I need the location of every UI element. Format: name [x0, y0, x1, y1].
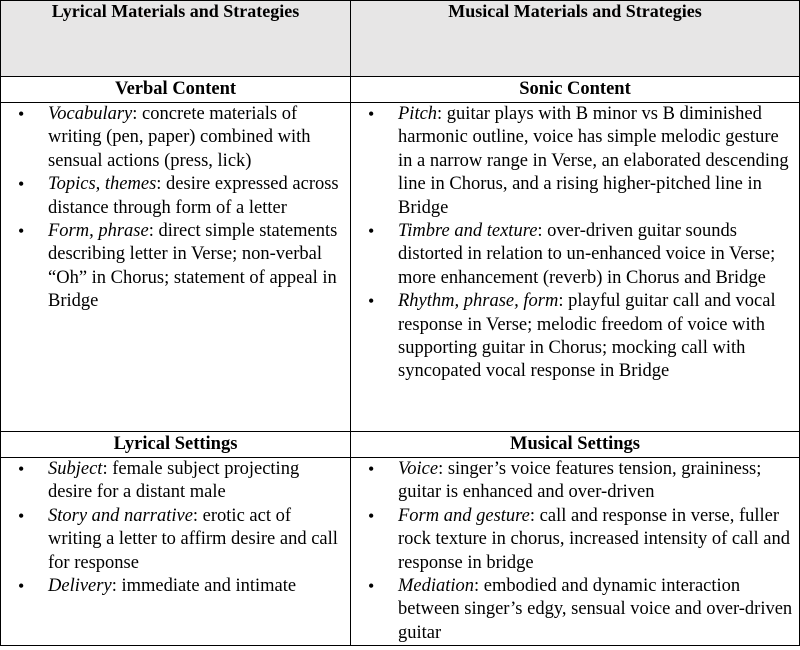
- item-text: : female subject projecting desire for a distant male: [48, 459, 300, 503]
- lyrical-settings-cell: [1, 458, 351, 646]
- list-item: [351, 220, 799, 290]
- item-text: : embodied and dynamic interaction between singer’s edgy, sensual voice and over-driven guitar: [398, 576, 793, 643]
- item-text: : guitar plays with B minor vs B diminished harmonic outline, voice has simple melodic gesture in a narrow range in Verse, an elaborated descending line in Chorus, and a rising higher-pitched line in Bridge: [398, 104, 789, 218]
- item-text: : desire expressed across distance through form of a letter: [48, 174, 339, 218]
- item-term: Form, phrase: [48, 221, 149, 242]
- item-term: Mediation: [398, 576, 475, 597]
- list-item: [1, 575, 350, 598]
- sonic-content-cell: [351, 103, 800, 432]
- section-title-row-2: [1, 432, 800, 458]
- item-term: Subject: [48, 459, 103, 479]
- list-item: [351, 290, 799, 384]
- header-row: [1, 1, 800, 77]
- item-term: Timbre and texture: [398, 221, 538, 242]
- item-term: Pitch: [398, 104, 438, 124]
- section-title-verbal-content: Verbal Content: [1, 77, 351, 103]
- item-text: : erotic act of writing a letter to affirm desire and call for response: [48, 505, 338, 573]
- section-title-musical-settings: Musical Settings: [351, 432, 800, 458]
- list-item: [351, 505, 799, 575]
- section-title-row-1: [1, 77, 800, 103]
- item-term: Voice: [398, 459, 439, 479]
- item-term: Topics, themes: [48, 174, 157, 195]
- item-text: : concrete materials of writing (pen, paper) combined with sensual actions (press, lick): [48, 104, 311, 171]
- verbal-content-cell: [1, 103, 351, 432]
- item-text: : over-driven guitar sounds distorted in relation to un-enhanced voice in Verse; more enhancement (reverb) in Chorus and Bridge: [398, 221, 776, 288]
- content-row-2: [1, 458, 800, 646]
- list-item: [1, 103, 350, 173]
- list-item: [1, 505, 350, 575]
- item-text: : call and response in verse, fuller rock texture in chorus, increased intensity of call and response in bridge: [398, 505, 790, 573]
- list-item: [1, 220, 350, 314]
- content-row-1: [1, 103, 800, 432]
- list-item: [351, 103, 799, 220]
- item-text: : singer’s voice features tension, graininess; guitar is enhanced and over-driven: [398, 459, 762, 503]
- header-musical: Musical Materials and Strategies: [351, 1, 800, 77]
- list-item: [1, 173, 350, 220]
- list-item: [351, 575, 799, 645]
- header-lyrical: Lyrical Materials and Strategies: [1, 1, 351, 77]
- list-item: [1, 458, 350, 505]
- item-term: Vocabulary: [48, 104, 133, 124]
- item-term: Form and gesture: [398, 505, 530, 526]
- item-text: : direct simple statements describing letter in Verse; non-verbal “Oh” in Chorus; statement of appeal in Bridge: [48, 221, 338, 312]
- section-title-sonic-content: Sonic Content: [351, 77, 800, 103]
- section-title-lyrical-settings: Lyrical Settings: [1, 432, 351, 458]
- musical-settings-cell: [351, 458, 800, 646]
- item-term: Delivery: [48, 576, 112, 597]
- item-term: Story and narrative: [48, 505, 193, 526]
- item-term: Rhythm, phrase, form: [398, 291, 559, 312]
- item-text: : immediate and intimate: [111, 576, 297, 597]
- list-item: [351, 458, 799, 505]
- item-text: : playful guitar call and vocal response in Verse; melodic freedom of voice with supporting guitar in Chorus; mocking call with syncopated vocal response in Bridge: [398, 291, 776, 382]
